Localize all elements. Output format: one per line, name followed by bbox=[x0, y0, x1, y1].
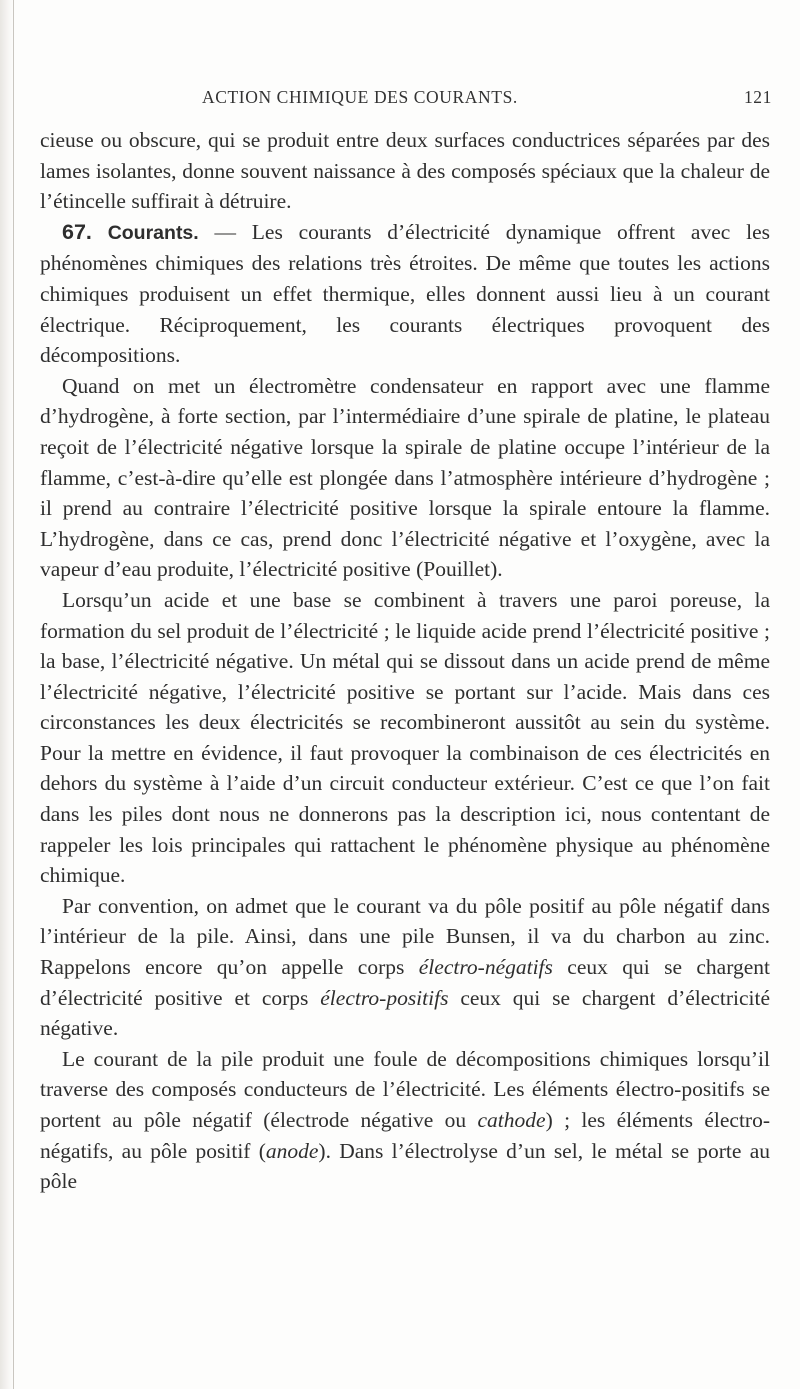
paragraph-section-67 bbox=[40, 217, 770, 371]
paragraph-5-text-a: Par convention, on admet que le courant va du pôle positif au pôle négatif dans l’intérieur de la pile. Ainsi, dans une pile Bunsen, il va du charbon au zinc. Rappelons encore qu’on appelle corps bbox=[40, 893, 770, 980]
page-gutter-line bbox=[13, 0, 14, 1389]
paragraph-decompositions bbox=[40, 1044, 770, 1197]
term-electro-positifs: électro-positifs bbox=[320, 985, 449, 1010]
term-electro-negatifs: électro-négatifs bbox=[418, 955, 553, 980]
paragraph-2-text: — Les courants d’électricité dynamique offrent avec les phénomènes chimiques des relations très étroites. De même que toutes les actions chimiques produisent un effet thermique, elles donnent aussi lieu à un courant électrique. Réciproquement, les courants électriques provoquent des décompositions. bbox=[40, 219, 770, 368]
section-heading: Courants. bbox=[107, 221, 199, 244]
page-gutter-shadow bbox=[0, 0, 14, 1389]
paragraph-3-text: Quand on met un électromètre condensateur en rapport avec une flamme d’hydrogène, à forte section, par l’intermédiaire d’une spirale de platine, le plateau reçoit de l’électricité négative lorsque la spirale de platine occupe l’intérieur de la flamme, c’est-à-dire qu’elle est plongée dans l’atmosphère intérieure d’hydrogène ; il prend au contraire l’électricité positive lorsque la spirale entoure la flamme. L’hydrogène, dans ce cas, prend donc l’électricité négative et l’oxygène, avec la vapeur d’eau produite, l’électricité positive (Pouillet). bbox=[40, 373, 770, 582]
paragraph-convention bbox=[40, 891, 770, 1044]
paragraph-5-text-c: ceux qui se chargent d’électricité négative. bbox=[40, 985, 770, 1041]
paragraph-1-text: cieuse ou obscure, qui se produit entre deux surfaces conductrices séparées par des lames isolantes, donne souvent naissance à des composés spéciaux que la chaleur de l’étincelle suffirait à détruire. bbox=[40, 128, 770, 214]
paragraph-6-text-c: ). Dans l’électrolyse d’un sel, le métal se porte au pôle bbox=[40, 1138, 770, 1194]
running-title: ACTION CHIMIQUE DES COURANTS. bbox=[202, 87, 518, 107]
paragraph-6-text-b: ) ; les éléments électro-négatifs, au pôle positif ( bbox=[40, 1108, 770, 1163]
paragraph-6-text-a: Le courant de la pile produit une foule de décompositions chimiques lorsqu’il traverse des composés conducteurs de l’électricité. Les éléments électro-positifs se portent au pôle négatif (électrode négative ou bbox=[40, 1046, 770, 1132]
paragraph-4-text: Lorsqu’un acide et une base se combinent à travers une paroi poreuse, la formation du sel produit de l’électricité ; le liquide acide prend l’électricité positive ; la base, l’électricité négative. Un métal qui se dissout dans un acide prend de même l’électricité négative, l’électricité positive se portant sur l’acide. Mais dans ces circonstances les deux électricités se recombineront aussitôt au sein du système. Pour la mettre en évidence, il faut provoquer la combinaison de ces électricités en dehors du système à l’aide d’un circuit conducteur extérieur. C’est ce que l’on fait dans les piles dont nous ne donnerons pas la description ici, nous contentant de rappeler les lois principales qui rattachent le phénomène physique au phénomène chimique. bbox=[40, 587, 770, 888]
paragraph-acid-base bbox=[40, 585, 770, 891]
term-anode: anode bbox=[265, 1138, 319, 1163]
section-number: 67. bbox=[62, 219, 92, 244]
page-number: 121 bbox=[743, 87, 772, 107]
paragraph-electrometer bbox=[40, 371, 770, 585]
running-header bbox=[194, 87, 772, 113]
paragraph-continuation bbox=[40, 125, 770, 217]
body-text bbox=[40, 125, 770, 1197]
term-cathode: cathode bbox=[477, 1108, 546, 1132]
paragraph-5-text-b: ceux qui se chargent d’électricité positive et corps bbox=[40, 955, 771, 1010]
